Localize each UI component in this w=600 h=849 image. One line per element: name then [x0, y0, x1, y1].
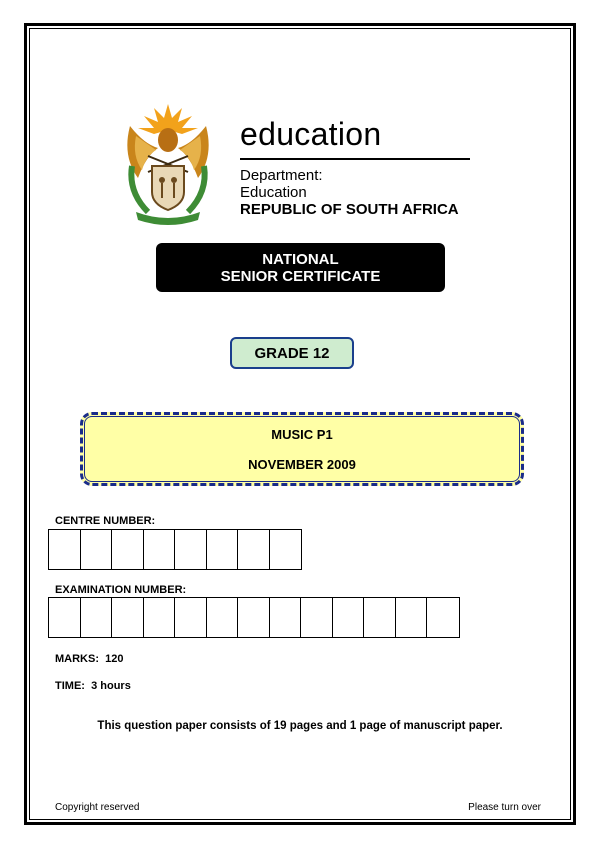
digit-box[interactable] — [81, 598, 113, 637]
digit-box[interactable] — [175, 598, 207, 637]
paper-title-box — [80, 412, 524, 486]
certificate-title — [156, 243, 445, 292]
digit-box[interactable] — [301, 598, 333, 637]
digit-box[interactable] — [175, 530, 207, 569]
department-line: Department: — [240, 167, 323, 184]
country-name: REPUBLIC OF SOUTH AFRICA — [240, 201, 459, 218]
digit-box[interactable] — [112, 598, 144, 637]
examination-number-label: EXAMINATION NUMBER: — [55, 584, 187, 596]
department-line: Education — [240, 184, 307, 201]
time-line — [55, 680, 131, 692]
digit-box[interactable] — [333, 598, 365, 637]
digit-box[interactable] — [81, 530, 113, 569]
digit-box[interactable] — [49, 598, 81, 637]
digit-box[interactable] — [396, 598, 428, 637]
digit-box[interactable] — [364, 598, 396, 637]
turn-over-footer: Please turn over — [468, 802, 541, 813]
digit-box[interactable] — [427, 598, 459, 637]
paper-session: NOVEMBER 2009 — [248, 457, 356, 472]
time-value: 3 hours — [91, 680, 131, 692]
digit-box[interactable] — [207, 530, 239, 569]
coat-of-arms-icon — [118, 96, 218, 226]
centre-number-label: CENTRE NUMBER: — [55, 515, 156, 527]
digit-box[interactable] — [270, 598, 302, 637]
marks-label: MARKS: — [55, 653, 99, 665]
digit-box[interactable] — [112, 530, 144, 569]
paper-subject: MUSIC P1 — [271, 427, 333, 442]
department-header — [110, 88, 495, 238]
time-label: TIME: — [55, 680, 85, 692]
copyright-footer: Copyright reserved — [55, 802, 140, 813]
certificate-line: SENIOR CERTIFICATE — [220, 267, 381, 285]
digit-box[interactable] — [207, 598, 239, 637]
certificate-line: NATIONAL — [262, 250, 339, 268]
digit-box[interactable] — [238, 598, 270, 637]
digit-box[interactable] — [144, 598, 176, 637]
marks-value: 120 — [105, 653, 124, 665]
examination-number-boxes — [48, 597, 460, 638]
page-count-note: This question paper consists of 19 pages and 1 page of manuscript paper. — [97, 720, 503, 732]
digit-box[interactable] — [270, 530, 302, 569]
education-wordmark: education — [240, 116, 382, 152]
digit-box[interactable] — [144, 530, 176, 569]
grade-badge: GRADE 12 — [230, 337, 354, 369]
marks-line — [55, 653, 123, 665]
digit-box[interactable] — [238, 530, 270, 569]
digit-box[interactable] — [49, 530, 81, 569]
wordmark-rule — [240, 158, 470, 160]
department-name — [240, 167, 459, 218]
centre-number-boxes — [48, 529, 302, 570]
